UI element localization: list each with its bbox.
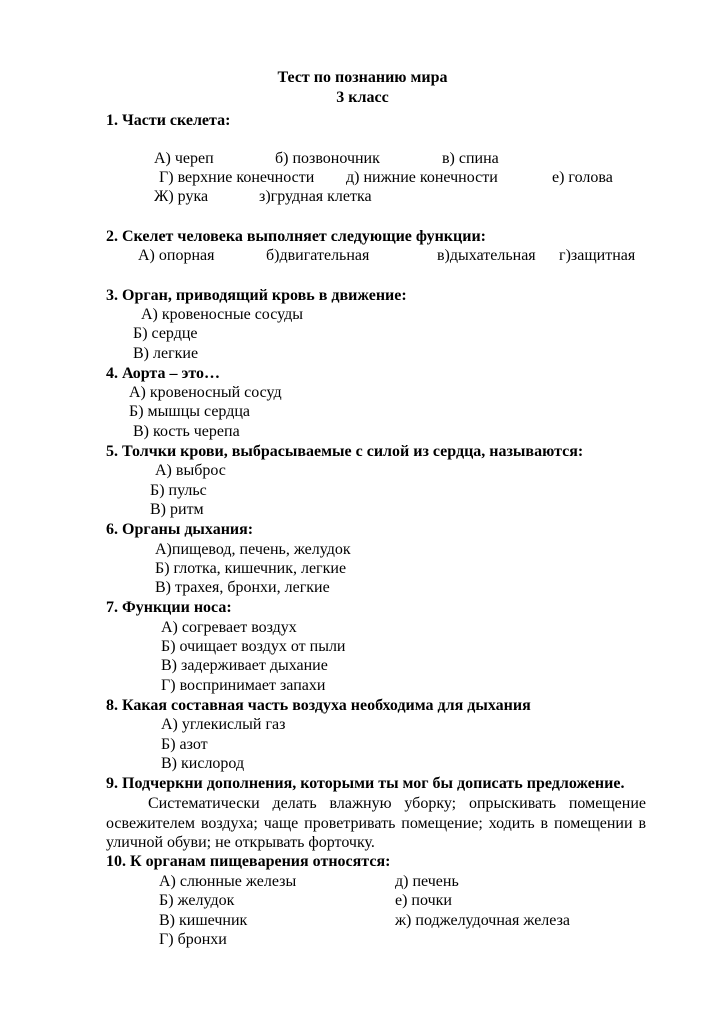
question-2: 2. Скелет человека выполняет следующие функции:: [106, 228, 486, 245]
q8-option-b: Б) азот: [161, 736, 208, 753]
q10-option-e: е) почки: [395, 892, 452, 909]
document-grade: 3 класс: [336, 89, 389, 106]
q5-option-b: Б) пульс: [150, 482, 207, 499]
q2-option-b: б)двигательная: [266, 247, 370, 264]
q8-option-a: А) углекислый газ: [161, 716, 286, 733]
q1-option-a: А) череп: [154, 150, 214, 167]
q10-option-v: В) кишечник: [159, 912, 248, 929]
q1-option-b: б) позвоночник: [275, 150, 380, 167]
question-5: 5. Толчки крови, выбрасываемые с силой из сердца, называются:: [106, 443, 584, 460]
q4-option-a: А) кровеносный сосуд: [129, 384, 282, 401]
q3-option-a: А) кровеносные сосуды: [141, 306, 303, 323]
question-9: 9. Подчеркни дополнения, которыми ты мог бы дописать предложение.: [106, 775, 625, 792]
question-6: 6. Органы дыхания:: [106, 521, 254, 538]
q5-option-v: В) ритм: [150, 501, 204, 518]
question-3: 3. Орган, приводящий кровь в движение:: [106, 287, 407, 304]
q4-option-b: Б) мышцы сердца: [129, 403, 251, 420]
q10-option-zh: ж) поджелудочная железа: [395, 912, 570, 929]
q9-paragraph-text: Систематически делать влажную уборку; опрыскивать помещение освежителем воздуха; чаще проветривать помещение; ходить в помещении в уличной обуви; не открывать форточку.: [106, 795, 646, 851]
q10-option-d: д) печень: [395, 873, 459, 890]
q2-option-a: А) опорная: [138, 247, 215, 264]
question-10: 10. К органам пищеварения относятся:: [106, 853, 391, 870]
document-title: Тест по познанию мира: [277, 69, 448, 86]
q1-option-d: д) нижние конечности: [346, 169, 498, 186]
q6-option-b: Б) глотка, кишечник, легкие: [155, 560, 347, 577]
q1-option-g: Г) верхние конечности: [159, 169, 315, 186]
question-7: 7. Функции носа:: [106, 599, 232, 616]
q10-option-a: А) слюнные железы: [159, 873, 297, 890]
q8-option-v: В) кислород: [161, 755, 245, 772]
q1-option-v: в) спина: [442, 150, 499, 167]
question-4: 4. Аорта – это…: [106, 365, 221, 382]
q10-option-g: Г) бронхи: [159, 931, 227, 948]
q9-paragraph: [106, 794, 646, 853]
q6-option-v: В) трахея, бронхи, легкие: [155, 579, 330, 596]
q7-option-g: Г) воспринимает запахи: [161, 677, 326, 694]
q4-option-v: В) кость черепа: [133, 423, 240, 440]
q2-option-v: в)дыхательная: [437, 247, 536, 264]
q1-option-z: з)грудная клетка: [259, 188, 372, 205]
q3-option-v: В) легкие: [133, 345, 199, 362]
q3-option-b: Б) сердце: [133, 325, 198, 342]
q7-option-b: Б) очищает воздух от пыли: [161, 638, 346, 655]
q7-option-a: А) согревает воздух: [161, 619, 297, 636]
q1-option-e: е) голова: [552, 169, 613, 186]
q1-option-zh: Ж) рука: [154, 188, 209, 205]
q6-option-a: А)пищевод, печень, желудок: [155, 541, 351, 558]
q10-option-b: Б) желудок: [159, 892, 235, 909]
question-8: 8. Какая составная часть воздуха необходима для дыхания: [106, 697, 531, 714]
q2-option-g: г)защитная: [559, 247, 636, 264]
q7-option-v: В) задерживает дыхание: [161, 657, 328, 674]
question-1: 1. Части скелета:: [106, 112, 231, 129]
q5-option-a: А) выброс: [155, 462, 226, 479]
